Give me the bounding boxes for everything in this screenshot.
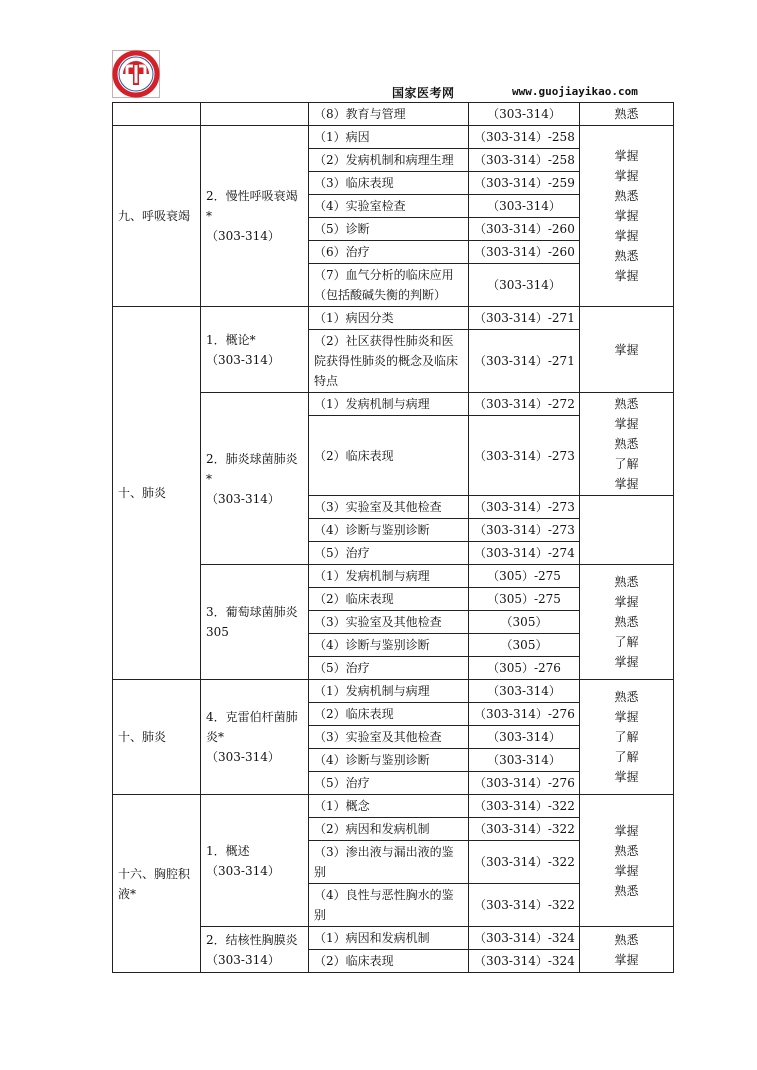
code-cell: （305）-275 — [469, 588, 580, 611]
requirement-level: 熟悉 — [614, 843, 639, 858]
requirement-level: 熟悉 — [614, 690, 639, 704]
topic-title: 1．概论* — [206, 332, 256, 347]
item-cell: （1）发病机制与病理 — [309, 393, 469, 416]
requirement-level: 掌握 — [614, 595, 639, 609]
requirement-level: 掌握 — [614, 863, 639, 878]
code-cell: （303-314）-276 — [469, 703, 580, 726]
topic-code: （303-314） — [206, 750, 280, 764]
code-cell: （303-314）-322 — [469, 795, 580, 818]
requirement-level: 掌握 — [614, 655, 639, 669]
item-cell: （2）临床表现 — [309, 703, 469, 726]
topic-cell — [201, 126, 309, 307]
code-cell: （303-314） — [469, 749, 580, 772]
table-row — [113, 307, 674, 330]
requirement-cell: 熟悉 — [580, 103, 674, 126]
requirement-level: 掌握 — [614, 710, 639, 724]
item-cell: （4）诊断与鉴别诊断 — [309, 634, 469, 657]
code-cell: （305） — [469, 634, 580, 657]
item-cell: （3）临床表现 — [309, 172, 469, 195]
item-cell: （2）发病机制和病理生理 — [309, 149, 469, 172]
topic-code: （303-314） — [206, 352, 280, 367]
site-name: 国家医考网 — [392, 86, 455, 100]
requirement-level: 掌握 — [614, 952, 639, 967]
item-cell: （7）血气分析的临床应用（包括酸碱失衡的判断） — [309, 264, 469, 307]
topic-cell — [201, 393, 309, 565]
requirement-cell — [580, 795, 674, 927]
requirement-cell — [580, 126, 674, 307]
unit-cell: 九、呼吸衰竭 — [113, 126, 201, 307]
code-cell: （303-314）-260 — [469, 218, 580, 241]
item-cell: （5）诊断 — [309, 218, 469, 241]
requirement-level: 熟悉 — [614, 575, 639, 589]
item-cell: （5）治疗 — [309, 542, 469, 565]
code-cell: （303-314）-322 — [469, 818, 580, 841]
requirement-level: 掌握 — [614, 770, 639, 784]
requirement-level: 熟悉 — [614, 397, 639, 411]
requirement-cell — [580, 565, 674, 680]
unit-cell: 十、肺炎 — [113, 307, 201, 680]
item-cell: （2）临床表现 — [309, 950, 469, 973]
topic-title: 4．克雷伯杆菌肺炎* — [206, 710, 298, 744]
syllabus-table — [112, 102, 674, 973]
item-cell: （4）诊断与鉴别诊断 — [309, 519, 469, 542]
requirement-level: 了解 — [614, 635, 639, 649]
code-cell: （303-314）-324 — [469, 950, 580, 973]
unit-cell: 十六、胸腔积液* — [113, 795, 201, 973]
requirement-cell — [580, 927, 674, 973]
requirement-level: 掌握 — [614, 149, 639, 163]
requirement-cell — [580, 680, 674, 795]
unit-cell — [113, 103, 201, 126]
code-cell: （305）-276 — [469, 657, 580, 680]
item-cell: （3）实验室及其他检查 — [309, 496, 469, 519]
requirement-level: 掌握 — [614, 169, 639, 183]
item-cell: （1）病因和发病机制 — [309, 927, 469, 950]
code-cell: （303-314）-271 — [469, 330, 580, 393]
requirement-level: 掌握 — [614, 342, 639, 357]
requirement-cell — [580, 307, 674, 393]
requirement-level: 掌握 — [614, 417, 639, 431]
item-cell: （1）病因 — [309, 126, 469, 149]
topic-cell — [201, 565, 309, 680]
requirement-cell — [580, 393, 674, 496]
topic-title: 2．结核性胸膜炎 — [206, 932, 298, 947]
topic-code: （303-314） — [206, 491, 280, 506]
topic-title: 1．概述 — [206, 843, 250, 858]
item-cell: （4）实验室检查 — [309, 195, 469, 218]
requirement-level: 了解 — [614, 750, 639, 764]
code-cell: （303-314）-271 — [469, 307, 580, 330]
code-cell: （303-314） — [469, 264, 580, 307]
item-cell: （2）临床表现 — [309, 588, 469, 611]
requirement-level: 了解 — [614, 730, 639, 744]
item-cell: （1）发病机制与病理 — [309, 680, 469, 703]
requirement-level: 掌握 — [614, 477, 639, 491]
item-cell: （1）病因分类 — [309, 307, 469, 330]
requirement-cell — [580, 496, 674, 565]
item-cell: （5）治疗 — [309, 657, 469, 680]
guojiayikao-seal-logo — [112, 50, 160, 98]
item-cell: （3）实验室及其他检查 — [309, 726, 469, 749]
code-cell: （303-314）-258 — [469, 126, 580, 149]
requirement-level: 掌握 — [614, 229, 639, 243]
code-cell: （303-314）-258 — [469, 149, 580, 172]
requirement-level: 掌握 — [614, 269, 639, 283]
item-cell: （6）治疗 — [309, 241, 469, 264]
topic-cell — [201, 680, 309, 795]
code-cell: （303-314）-273 — [469, 416, 580, 496]
code-cell: （303-314）-322 — [469, 841, 580, 884]
topic-code: （303-314） — [206, 229, 280, 243]
code-cell: （303-314）-274 — [469, 542, 580, 565]
requirement-level: 熟悉 — [614, 615, 639, 629]
table-row — [113, 680, 674, 703]
code-cell: （303-314） — [469, 726, 580, 749]
topic-cell — [201, 927, 309, 973]
item-cell: （5）治疗 — [309, 772, 469, 795]
code-cell: （303-314）-322 — [469, 884, 580, 927]
topic-cell — [201, 795, 309, 927]
table-row — [113, 103, 674, 126]
code-cell: （303-314）-276 — [469, 772, 580, 795]
item-cell: （2）临床表现 — [309, 416, 469, 496]
code-cell: （303-314） — [469, 103, 580, 126]
code-cell: （303-314）-272 — [469, 393, 580, 416]
item-cell: （4）良性与恶性胸水的鉴别 — [309, 884, 469, 927]
item-cell: （3）实验室及其他检查 — [309, 611, 469, 634]
topic-title: 2．慢性呼吸衰竭* — [206, 189, 298, 223]
code-cell: （303-314）-324 — [469, 927, 580, 950]
requirement-level: 熟悉 — [614, 437, 639, 451]
table-row — [113, 795, 674, 818]
requirement-level: 掌握 — [614, 823, 639, 838]
item-cell: （2）病因和发病机制 — [309, 818, 469, 841]
item-cell: （2）社区获得性肺炎和医院获得性肺炎的概念及临床特点 — [309, 330, 469, 393]
requirement-level: 熟悉 — [614, 189, 639, 203]
item-cell: （3）渗出液与漏出液的鉴别 — [309, 841, 469, 884]
requirement-level: 掌握 — [614, 209, 639, 223]
code-cell: （303-314） — [469, 195, 580, 218]
item-cell: （1）概念 — [309, 795, 469, 818]
topic-code: （303-314） — [206, 863, 280, 878]
code-cell: （303-314）-260 — [469, 241, 580, 264]
site-url[interactable]: www.guojiayikao.com — [512, 85, 638, 98]
table-row — [113, 126, 674, 149]
item-cell: （1）发病机制与病理 — [309, 565, 469, 588]
item-cell: （4）诊断与鉴别诊断 — [309, 749, 469, 772]
requirement-level: 了解 — [614, 457, 639, 471]
topic-cell — [201, 307, 309, 393]
code-cell: （305）-275 — [469, 565, 580, 588]
topic-code: （303-314） — [206, 952, 280, 967]
requirement-level: 熟悉 — [614, 932, 639, 947]
code-cell: （303-314）-273 — [469, 496, 580, 519]
topic-cell — [201, 103, 309, 126]
topic-title: 2．肺炎球菌肺炎* — [206, 451, 298, 486]
code-cell: （303-314） — [469, 680, 580, 703]
item-cell: （8）教育与管理 — [309, 103, 469, 126]
requirement-level: 熟悉 — [614, 249, 639, 263]
code-cell: （305） — [469, 611, 580, 634]
topic-title: 3．葡萄球菌肺炎 — [206, 605, 298, 619]
code-cell: （303-314）-259 — [469, 172, 580, 195]
topic-code: 305 — [206, 625, 229, 639]
requirement-level: 熟悉 — [614, 883, 639, 898]
unit-cell: 十、肺炎 — [113, 680, 201, 795]
code-cell: （303-314）-273 — [469, 519, 580, 542]
